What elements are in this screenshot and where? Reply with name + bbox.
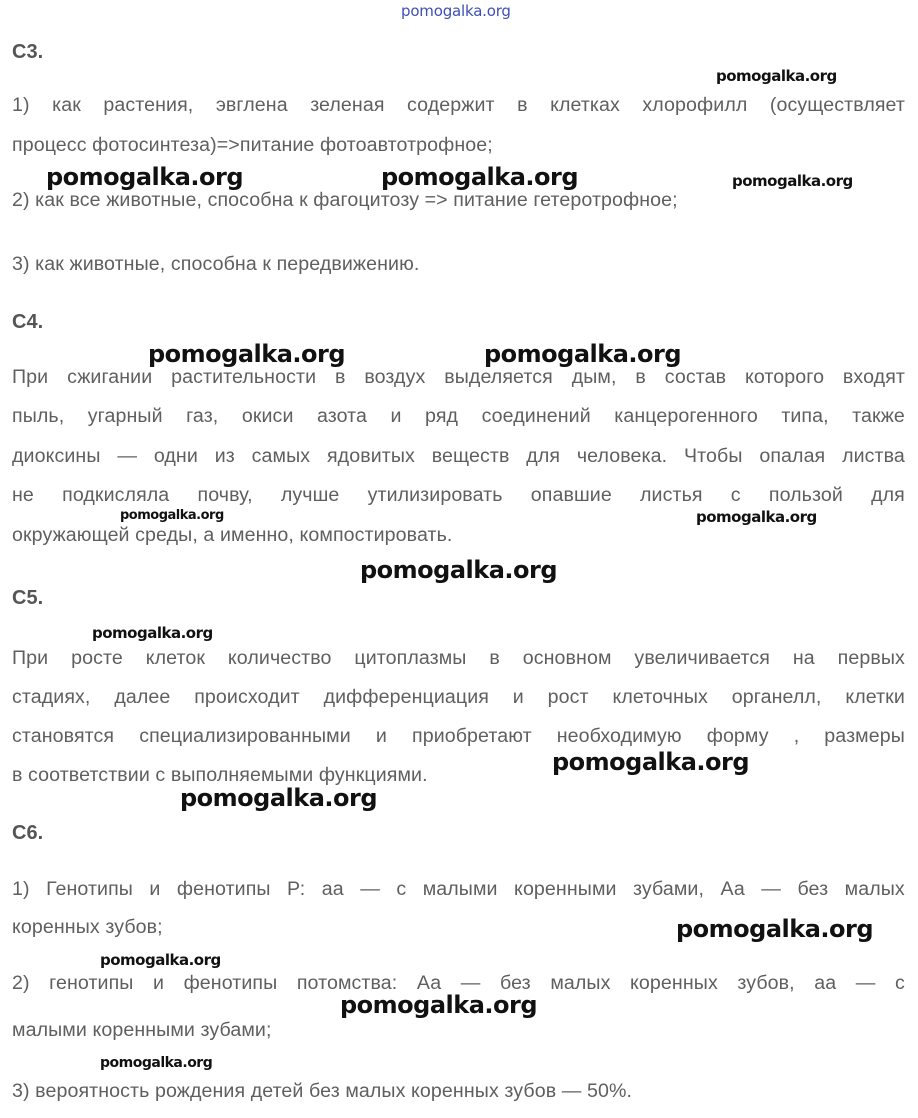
word: ядовитых [326, 445, 415, 467]
word: подкисляла [62, 484, 170, 506]
text-line: малыми коренными зубами; [12, 1019, 272, 1041]
word: Аа [720, 878, 745, 900]
word: в [334, 366, 346, 388]
word: форму [706, 725, 769, 747]
word: основном [522, 647, 612, 669]
word: цитоплазмы [354, 647, 467, 669]
word: воздух [364, 366, 426, 388]
word: происходит [194, 686, 300, 708]
word: Аа [416, 972, 442, 994]
text-line: 3) как животные, способна к передвижению. [12, 253, 420, 275]
text-line: 2) как все животные, способна к фагоцитозу => питание гетеротрофное; [12, 189, 678, 211]
text-line [12, 878, 905, 901]
word: канцерогенного [614, 405, 758, 427]
word: для [526, 445, 561, 467]
word: типа, [781, 405, 829, 427]
word: зубами, [633, 878, 705, 900]
word: аа [814, 972, 837, 994]
word: которого [744, 366, 825, 388]
word: , [793, 725, 800, 747]
watermark: pomogalka.org [100, 1055, 213, 1071]
section-heading-c6: С6. [12, 822, 44, 844]
word: без [500, 972, 531, 994]
word: содержит [407, 94, 495, 116]
word: и [153, 972, 165, 994]
word: опавшие [530, 484, 612, 506]
word: утилизировать [367, 484, 503, 506]
word: генотипы [49, 972, 134, 994]
word: — [117, 445, 138, 467]
word: из [214, 445, 235, 467]
word: малыми [422, 878, 498, 900]
word: листья [640, 484, 703, 506]
watermark: pomogalka.org [381, 163, 579, 191]
word: веществ [431, 445, 510, 467]
word: количество [227, 647, 332, 669]
text-line: в соответствии с выполняемыми функциями. [12, 764, 428, 786]
word: также [852, 405, 905, 427]
word: как [52, 94, 81, 116]
word: потомства: [296, 972, 398, 994]
text-line: процесс фотосинтеза)=>питание фотоавтотрофное; [12, 134, 493, 156]
word: газ, [186, 405, 219, 427]
word: 2) [12, 972, 30, 994]
word: окиси [241, 405, 294, 427]
watermark: pomogalka.org [180, 784, 378, 812]
watermark: pomogalka.org [552, 748, 750, 776]
word: необходимую [556, 725, 682, 747]
word: коренных [630, 972, 718, 994]
word: коренными [514, 878, 617, 900]
word: состав [664, 366, 727, 388]
word: и [149, 878, 161, 900]
word: входят [842, 366, 905, 388]
word: листва [842, 445, 905, 467]
word: росте [71, 647, 123, 669]
word: сжигании [67, 366, 153, 388]
watermark: pomogalka.org [676, 915, 874, 943]
word: становятся [12, 725, 115, 747]
word: азота [316, 405, 368, 427]
word: малых [550, 972, 611, 994]
word: и [375, 725, 387, 747]
text-line: 3) вероятность рождения детей без малых коренных зубов — 50%. [12, 1080, 633, 1102]
word: малых [844, 878, 905, 900]
watermark: pomogalka.org [100, 951, 221, 969]
text-line [12, 94, 905, 117]
word: органелл, [731, 686, 822, 708]
word: с [396, 878, 407, 900]
word: хлорофилл [642, 94, 748, 116]
word: фенотипы [176, 878, 271, 900]
text-line [12, 405, 905, 428]
word: самых [251, 445, 311, 467]
watermark: pomogalka.org [716, 67, 837, 85]
word: При [12, 366, 49, 388]
word: в [635, 366, 646, 388]
word: клеточных [612, 686, 708, 708]
word: пользой [768, 484, 843, 506]
word: приобретают [411, 725, 532, 747]
word: Р: [287, 878, 306, 900]
watermark: pomogalka.org [484, 340, 682, 368]
word: размеры [824, 725, 905, 747]
section-heading-c3: С3. [12, 41, 44, 63]
watermark: pomogalka.org [340, 991, 538, 1019]
word: на [792, 647, 815, 669]
watermark: pomogalka.org [732, 172, 853, 190]
watermark: pomogalka.org [360, 556, 558, 584]
word: стадиях, [12, 686, 91, 708]
watermark: pomogalka.org [696, 508, 817, 526]
word: растительности [171, 366, 317, 388]
word: опалая [759, 445, 826, 467]
word: — [761, 878, 781, 900]
word: в [517, 94, 528, 116]
word: для [871, 484, 905, 506]
section-heading-c4: С4. [12, 311, 44, 333]
word: с [730, 484, 741, 506]
word: ряд [425, 405, 459, 427]
word: почву, [197, 484, 253, 506]
word: При [12, 647, 49, 669]
word: и [512, 686, 524, 708]
word: Генотипы [46, 878, 133, 900]
word: далее [114, 686, 171, 708]
word: — [855, 972, 876, 994]
text-line [12, 484, 905, 507]
word: первых [837, 647, 905, 669]
word: 1) [12, 878, 30, 900]
word: угарный [87, 405, 163, 427]
watermark: pomogalka.org [92, 624, 213, 642]
site-link[interactable]: pomogalka.org [401, 2, 511, 20]
word: соединений [481, 405, 591, 427]
word: — [360, 878, 380, 900]
word: зеленая [310, 94, 385, 116]
word: дифференциация [323, 686, 489, 708]
watermark: pomogalka.org [46, 163, 244, 191]
text-line: коренных зубов; [12, 916, 163, 938]
word: увеличивается [634, 647, 770, 669]
word: с [895, 972, 905, 994]
word: (осуществляет [769, 94, 905, 116]
word: — [460, 972, 481, 994]
word: специализированными [139, 725, 351, 747]
text-line [12, 686, 905, 709]
section-heading-c5: С5. [12, 587, 44, 609]
word: и [390, 405, 402, 427]
word: без [797, 878, 829, 900]
watermark: pomogalka.org [120, 508, 224, 523]
word: 1) [12, 94, 30, 116]
watermark: pomogalka.org [148, 340, 346, 368]
word: выделяется [444, 366, 553, 388]
text-line: окружающей среды, а именно, компостировать. [12, 524, 453, 546]
word: дым, [571, 366, 617, 388]
text-line [12, 366, 905, 389]
word: зубов, [737, 972, 795, 994]
word: растения, [103, 94, 194, 116]
word: клетках [550, 94, 620, 116]
word: не [12, 484, 34, 506]
word: одни [153, 445, 198, 467]
word: рост [547, 686, 589, 708]
word: фенотипы [183, 972, 278, 994]
word: человека. [576, 445, 668, 467]
word: пыль, [12, 405, 65, 427]
text-line [12, 725, 905, 748]
text-line [12, 445, 905, 468]
word: в [489, 647, 500, 669]
word: диоксины [12, 445, 101, 467]
word: эвглена [215, 94, 288, 116]
text-line [12, 647, 905, 670]
word: лучше [280, 484, 340, 506]
word: аа [321, 878, 344, 900]
word: клетки [845, 686, 905, 708]
word: клеток [145, 647, 206, 669]
word: Чтобы [684, 445, 743, 467]
